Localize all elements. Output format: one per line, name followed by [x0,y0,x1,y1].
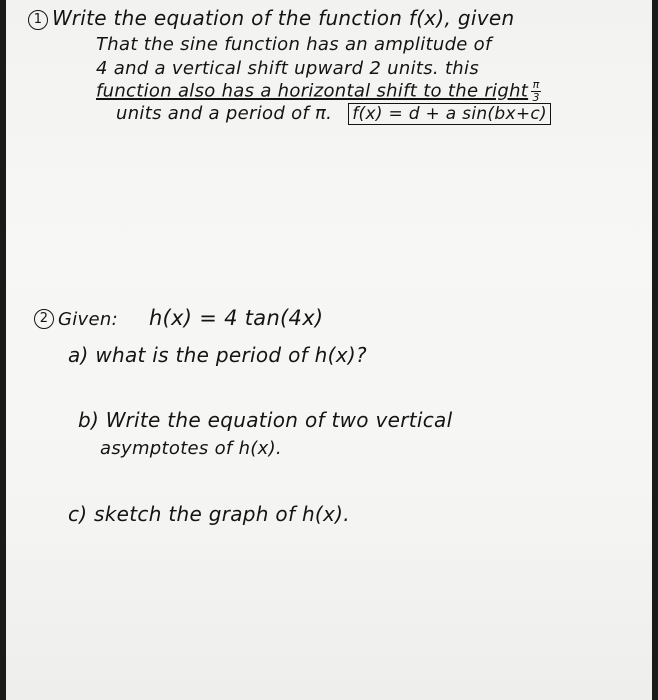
q2-part-b-line-1 [78,408,452,432]
shift-fraction [531,80,541,103]
boxed-formula: f(x) = d + a sin(bx+c) [348,103,551,125]
q2-given-label: Given: [58,309,118,330]
q1-line-4 [96,80,541,103]
q1-text-line-5: units and a period of π. [116,103,333,124]
shift-numerator: π [532,78,540,91]
q2-part-b-line-2 [100,438,282,459]
q2-part-a-text: a) what is the period of h(x)? [68,343,367,367]
q2-part-a [68,343,367,367]
q2-part-c [68,502,350,526]
q1-line-1 [28,6,514,30]
q2-part-b-text-2: asymptotes of h(x). [100,438,282,459]
q1-text-line-3: 4 and a vertical shift upward 2 units. this [96,58,479,79]
q2-given-formula: h(x) = 4 tan(4x) [148,306,324,330]
paper-page [6,0,652,700]
q1-text-line-1: Write the equation of the function f(x), given [52,6,515,30]
q1-line-3 [96,58,479,79]
q2-part-c-text: c) sketch the graph of h(x). [68,502,350,526]
q2-number-circle: 2 [34,309,54,329]
q2-given-line [34,306,323,330]
q2-part-b-text-1: b) Write the equation of two vertical [78,408,453,432]
q1-text-line-2: That the sine function has an amplitude of [96,34,492,55]
q1-text-line-4: function also has a horizontal shift to the right [96,80,529,102]
q1-number-circle: 1 [28,10,48,30]
shift-denominator: 3 [532,91,540,104]
q1-line-2 [96,34,492,55]
q1-line-5 [116,103,551,125]
